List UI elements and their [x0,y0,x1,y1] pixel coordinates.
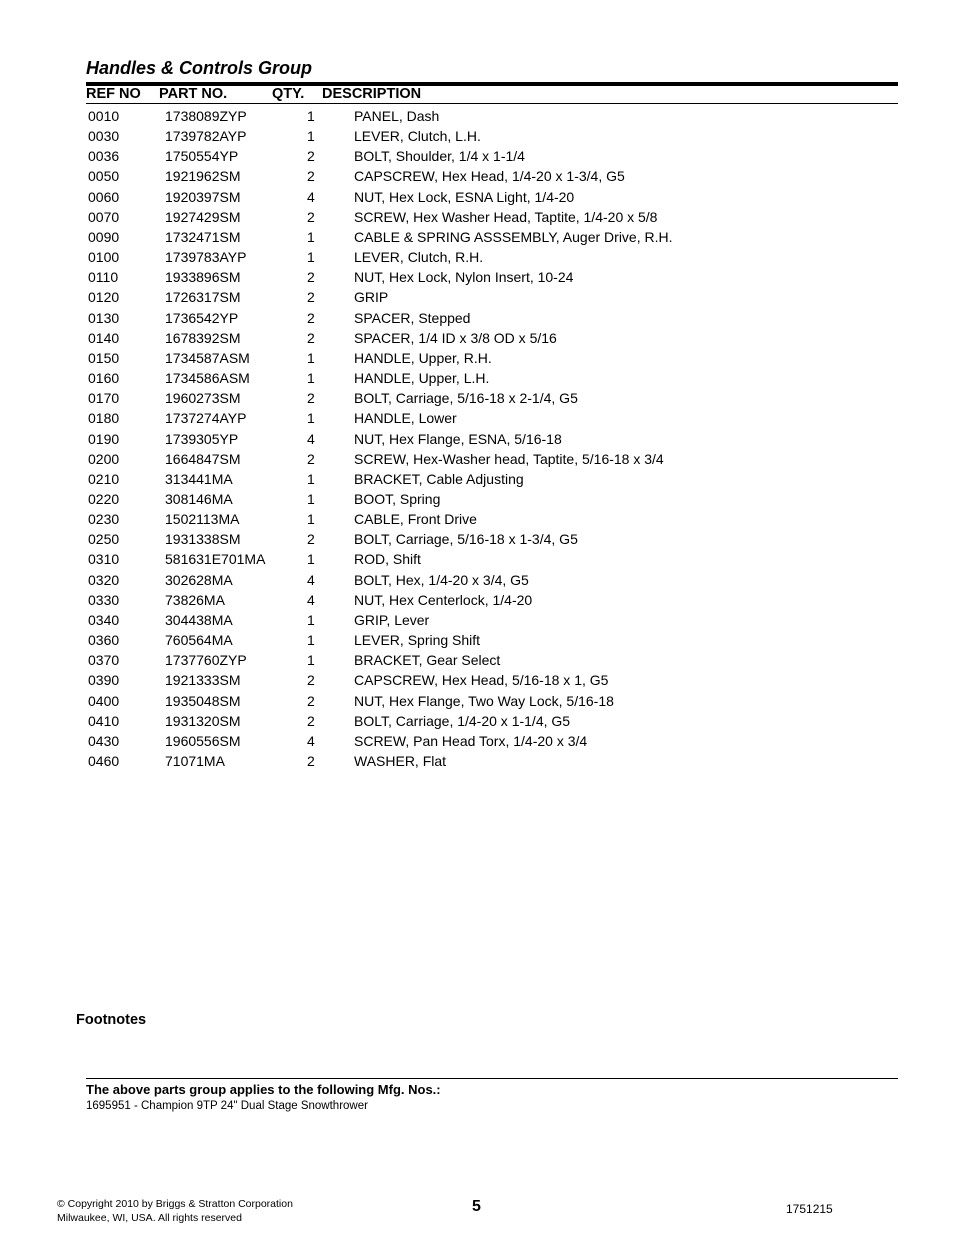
cell-qty: 1 [307,511,315,528]
cell-ref-no: 0030 [88,128,120,145]
cell-description: NUT, Hex Flange, Two Way Lock, 5/16-18 [354,692,614,709]
cell-part-no: 71071MA [165,753,225,769]
cell-description: ROD, Shift [354,551,421,568]
mfg-divider [86,1078,898,1079]
copyright-line-2: Milwaukee, WI, USA. All rights reserved [57,1212,242,1224]
table-row [0,207,954,227]
cell-description: BOLT, Carriage, 5/16-18 x 1-3/4, G5 [354,531,578,548]
cell-qty: 2 [307,390,315,407]
cell-description: BRACKET, Gear Select [354,652,501,669]
cell-qty: 2 [307,531,315,548]
cell-qty: 1 [307,249,315,266]
cell-qty: 4 [307,732,315,749]
cell-qty: 1 [307,128,315,145]
cell-description: LEVER, Clutch, R.H. [354,249,484,266]
cell-ref-no: 0200 [88,450,120,467]
cell-part-no: 1960556SM [165,732,241,749]
cell-description: CABLE, Front Drive [354,511,477,528]
cell-description: PANEL, Dash [354,108,440,124]
page-title: Handles & Controls Group [86,58,313,78]
cell-ref-no: 0210 [88,470,120,487]
cell-ref-no: 0010 [88,108,120,124]
table-row [0,449,954,469]
cell-part-no: 1921333SM [165,672,241,689]
cell-ref-no: 0460 [88,753,120,769]
cell-qty: 2 [307,168,315,185]
document-number: 1751215 [786,1202,833,1216]
table-row [0,126,954,146]
cell-description: SCREW, Pan Head Torx, 1/4-20 x 3/4 [354,732,588,749]
cell-ref-no: 0360 [88,632,120,649]
cell-description: SPACER, Stepped [354,309,471,326]
cell-qty: 1 [307,632,315,649]
cell-ref-no: 0400 [88,692,120,709]
cell-ref-no: 0190 [88,430,120,447]
cell-part-no: 302628MA [165,571,233,588]
table-row [0,549,954,569]
cell-qty: 1 [307,108,315,124]
header-qty: QTY. [272,86,305,102]
table-row [0,146,954,166]
table-row [0,751,954,771]
cell-qty: 2 [307,289,315,306]
cell-qty: 2 [307,672,315,689]
cell-description: SCREW, Hex Washer Head, Taptite, 1/4-20 x 5/8 [354,208,658,225]
header-ref-no: REF NO [86,86,141,102]
cell-ref-no: 0370 [88,652,120,669]
cell-description: BRACKET, Cable Adjusting [354,470,524,487]
table-row [0,731,954,751]
cell-qty: 2 [307,692,315,709]
parts-table [0,106,954,771]
cell-ref-no: 0230 [88,511,120,528]
table-row [0,489,954,509]
cell-description: CAPSCREW, Hex Head, 1/4-20 x 1-3/4, G5 [354,168,625,185]
cell-qty: 2 [307,712,315,729]
header-part-no: PART NO. [159,86,228,102]
cell-description: CAPSCREW, Hex Head, 5/16-18 x 1, G5 [354,672,609,689]
cell-ref-no: 0060 [88,188,120,205]
cell-ref-no: 0220 [88,490,120,507]
table-row [0,610,954,630]
table-row [0,429,954,449]
table-row [0,529,954,549]
cell-part-no: 760564MA [165,632,233,649]
cell-qty: 4 [307,188,315,205]
cell-description: BOLT, Carriage, 5/16-18 x 2-1/4, G5 [354,390,578,407]
table-row [0,287,954,307]
cell-description: NUT, Hex Flange, ESNA, 5/16-18 [354,430,562,447]
table-row [0,509,954,529]
table-row [0,227,954,247]
cell-qty: 2 [307,208,315,225]
cell-qty: 2 [307,753,315,769]
cell-description: SPACER, 1/4 ID x 3/8 OD x 5/16 [354,329,557,346]
header-divider [86,103,898,104]
cell-qty: 1 [307,410,315,427]
cell-ref-no: 0250 [88,531,120,548]
cell-part-no: 1664847SM [165,450,241,467]
cell-part-no: 1927429SM [165,208,241,225]
cell-ref-no: 0120 [88,289,120,306]
cell-qty: 1 [307,470,315,487]
cell-description: BOOT, Spring [354,490,441,507]
table-row [0,368,954,388]
table-header [86,86,898,103]
cell-description: BOLT, Carriage, 1/4-20 x 1-1/4, G5 [354,712,571,729]
cell-description: GRIP [354,289,389,306]
cell-part-no: 1750554YP [165,148,239,165]
cell-part-no: 1739783AYP [165,249,247,266]
cell-ref-no: 0100 [88,249,120,266]
copyright [57,1197,293,1225]
cell-part-no: 313441MA [165,470,233,487]
cell-qty: 1 [307,228,315,245]
cell-ref-no: 0410 [88,712,120,729]
cell-part-no: 1737274AYP [165,410,247,427]
table-row [0,670,954,690]
cell-description: CABLE & SPRING ASSSEMBLY, Auger Drive, R.H. [354,228,673,245]
cell-qty: 4 [307,430,315,447]
table-row [0,106,954,126]
cell-qty: 1 [307,551,315,568]
cell-part-no: 1739305YP [165,430,239,447]
cell-description: WASHER, Flat [354,753,447,769]
cell-description: LEVER, Spring Shift [354,632,481,649]
cell-ref-no: 0160 [88,370,120,387]
cell-part-no: 308146MA [165,490,233,507]
table-row [0,408,954,428]
table-row [0,469,954,489]
cell-ref-no: 0090 [88,228,120,245]
table-row [0,166,954,186]
page-number: 5 [472,1198,481,1215]
cell-ref-no: 0140 [88,329,120,346]
cell-part-no: 1920397SM [165,188,241,205]
cell-ref-no: 0150 [88,349,120,366]
table-row [0,570,954,590]
cell-part-no: 1931320SM [165,712,241,729]
table-row [0,247,954,267]
cell-ref-no: 0390 [88,672,120,689]
cell-description: BOLT, Shoulder, 1/4 x 1-1/4 [354,148,525,165]
cell-part-no: 1502113MA [165,511,240,528]
cell-part-no: 1921962SM [165,168,241,185]
table-row [0,308,954,328]
cell-qty: 2 [307,450,315,467]
table-row [0,187,954,207]
cell-qty: 2 [307,269,315,286]
cell-ref-no: 0310 [88,551,120,568]
cell-ref-no: 0170 [88,390,120,407]
cell-qty: 2 [307,309,315,326]
cell-ref-no: 0110 [88,269,119,286]
cell-description: SCREW, Hex-Washer head, Taptite, 5/16-18 x 3/4 [354,450,664,467]
cell-part-no: 304438MA [165,611,233,628]
table-row [0,650,954,670]
cell-ref-no: 0130 [88,309,120,326]
cell-qty: 1 [307,490,315,507]
cell-part-no: 1737760ZYP [165,652,247,669]
cell-qty: 2 [307,329,315,346]
cell-description: LEVER, Clutch, L.H. [354,128,481,145]
mfg-item: 1695951 - Champion 9TP 24" Dual Stage Snowthrower [86,1100,368,1112]
cell-description: NUT, Hex Lock, Nylon Insert, 10-24 [354,269,574,286]
cell-part-no: 1738089ZYP [165,108,247,124]
table-row [0,267,954,287]
cell-description: NUT, Hex Centerlock, 1/4-20 [354,591,533,608]
cell-ref-no: 0070 [88,208,120,225]
cell-qty: 4 [307,571,315,588]
table-row [0,388,954,408]
cell-part-no: 1960273SM [165,390,241,407]
cell-part-no: 581631E701MA [165,551,266,568]
cell-ref-no: 0330 [88,591,120,608]
table-row [0,328,954,348]
table-row [0,711,954,731]
cell-qty: 1 [307,611,315,628]
header-description: DESCRIPTION [322,86,422,102]
cell-description: HANDLE, Upper, L.H. [354,370,490,387]
cell-description: HANDLE, Upper, R.H. [354,349,492,366]
cell-qty: 4 [307,591,315,608]
cell-qty: 1 [307,652,315,669]
cell-ref-no: 0320 [88,571,120,588]
cell-ref-no: 0340 [88,611,120,628]
cell-part-no: 1935048SM [165,692,241,709]
cell-description: HANDLE, Lower [354,410,457,427]
cell-part-no: 1739782AYP [165,128,247,145]
cell-part-no: 1678392SM [165,329,241,346]
cell-description: BOLT, Hex, 1/4-20 x 3/4, G5 [354,571,529,588]
cell-qty: 1 [307,349,315,366]
cell-part-no: 1736542YP [165,309,239,326]
table-row [0,630,954,650]
cell-ref-no: 0036 [88,148,120,165]
table-row [0,691,954,711]
cell-part-no: 73826MA [165,591,225,608]
cell-part-no: 1732471SM [165,228,241,245]
footnotes-label: Footnotes [76,1012,147,1028]
cell-ref-no: 0430 [88,732,120,749]
cell-part-no: 1931338SM [165,531,241,548]
cell-part-no: 1734587ASM [165,349,250,366]
cell-part-no: 1726317SM [165,289,241,306]
cell-qty: 1 [307,370,315,387]
mfg-title: The above parts group applies to the following Mfg. Nos.: [86,1082,441,1097]
cell-ref-no: 0180 [88,410,120,427]
table-row [0,348,954,368]
cell-part-no: 1734586ASM [165,370,250,387]
cell-qty: 2 [307,148,315,165]
table-row [0,590,954,610]
cell-part-no: 1933896SM [165,269,241,286]
cell-description: GRIP, Lever [354,611,430,628]
cell-ref-no: 0050 [88,168,120,185]
copyright-line-1: © Copyright 2010 by Briggs & Stratton Corporation [57,1198,293,1210]
cell-description: NUT, Hex Lock, ESNA Light, 1/4-20 [354,188,575,205]
